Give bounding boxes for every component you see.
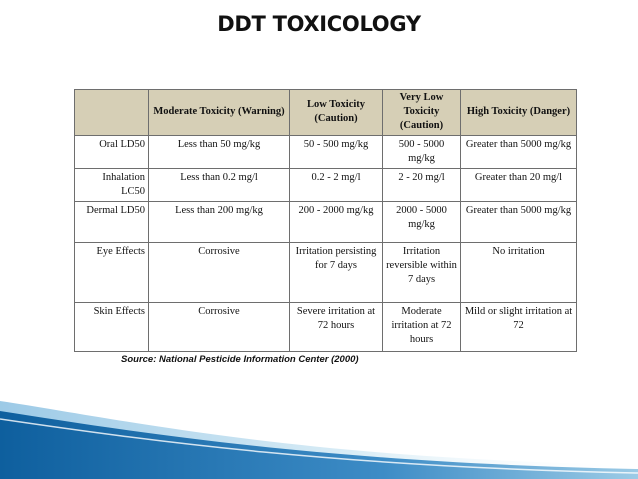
table-cell: Greater than 20 mg/l (461, 169, 577, 202)
table-cell: Less than 50 mg/kg (149, 136, 290, 169)
table-row (75, 243, 577, 303)
table-cell: Greater than 5000 mg/kg (461, 202, 577, 243)
table-cell: Irritation persisting for 7 days (290, 243, 383, 303)
table-cell: Greater than 5000 mg/kg (461, 136, 577, 169)
row-header: Inhalation LC50 (75, 169, 149, 202)
table-cell: 2000 - 5000 mg/kg (383, 202, 461, 243)
table-cell: 0.2 - 2 mg/l (290, 169, 383, 202)
table-cell: 500 - 5000 mg/kg (383, 136, 461, 169)
table-row (75, 136, 577, 169)
row-header: Dermal LD50 (75, 202, 149, 243)
table-row (75, 202, 577, 243)
table-cell: Irritation reversible within 7 days (383, 243, 461, 303)
toxicity-table (74, 89, 577, 352)
table-cell: Corrosive (149, 243, 290, 303)
table-cell: 50 - 500 mg/kg (290, 136, 383, 169)
table-cell: 2 - 20 mg/l (383, 169, 461, 202)
table-row (75, 169, 577, 202)
row-header: Skin Effects (75, 303, 149, 352)
header-cell-very-low-toxicity: Very Low Toxicity (Caution) (383, 90, 461, 136)
slide-title: DDT TOXICOLOGY (217, 12, 421, 36)
table-cell: Moderate irritation at 72 hours (383, 303, 461, 352)
header-cell-moderate-toxicity: Moderate Toxicity (Warning) (149, 90, 290, 136)
table-row (75, 303, 577, 352)
header-cell-low-toxicity: Low Toxicity (Caution) (290, 90, 383, 136)
row-header: Oral LD50 (75, 136, 149, 169)
decorative-swoosh (0, 389, 638, 479)
header-cell-high-toxicity: High Toxicity (Danger) (461, 90, 577, 136)
table-cell: Severe irritation at 72 hours (290, 303, 383, 352)
table-cell: Less than 0.2 mg/l (149, 169, 290, 202)
row-header: Eye Effects (75, 243, 149, 303)
table-cell: Less than 200 mg/kg (149, 202, 290, 243)
table-header-row (75, 90, 577, 136)
source-citation: Source: National Pesticide Information Center (2000) (121, 354, 359, 365)
table-cell: 200 - 2000 mg/kg (290, 202, 383, 243)
table-cell: No irritation (461, 243, 577, 303)
table-cell: Mild or slight irritation at 72 (461, 303, 577, 352)
header-cell-empty (75, 90, 149, 136)
table-cell: Corrosive (149, 303, 290, 352)
